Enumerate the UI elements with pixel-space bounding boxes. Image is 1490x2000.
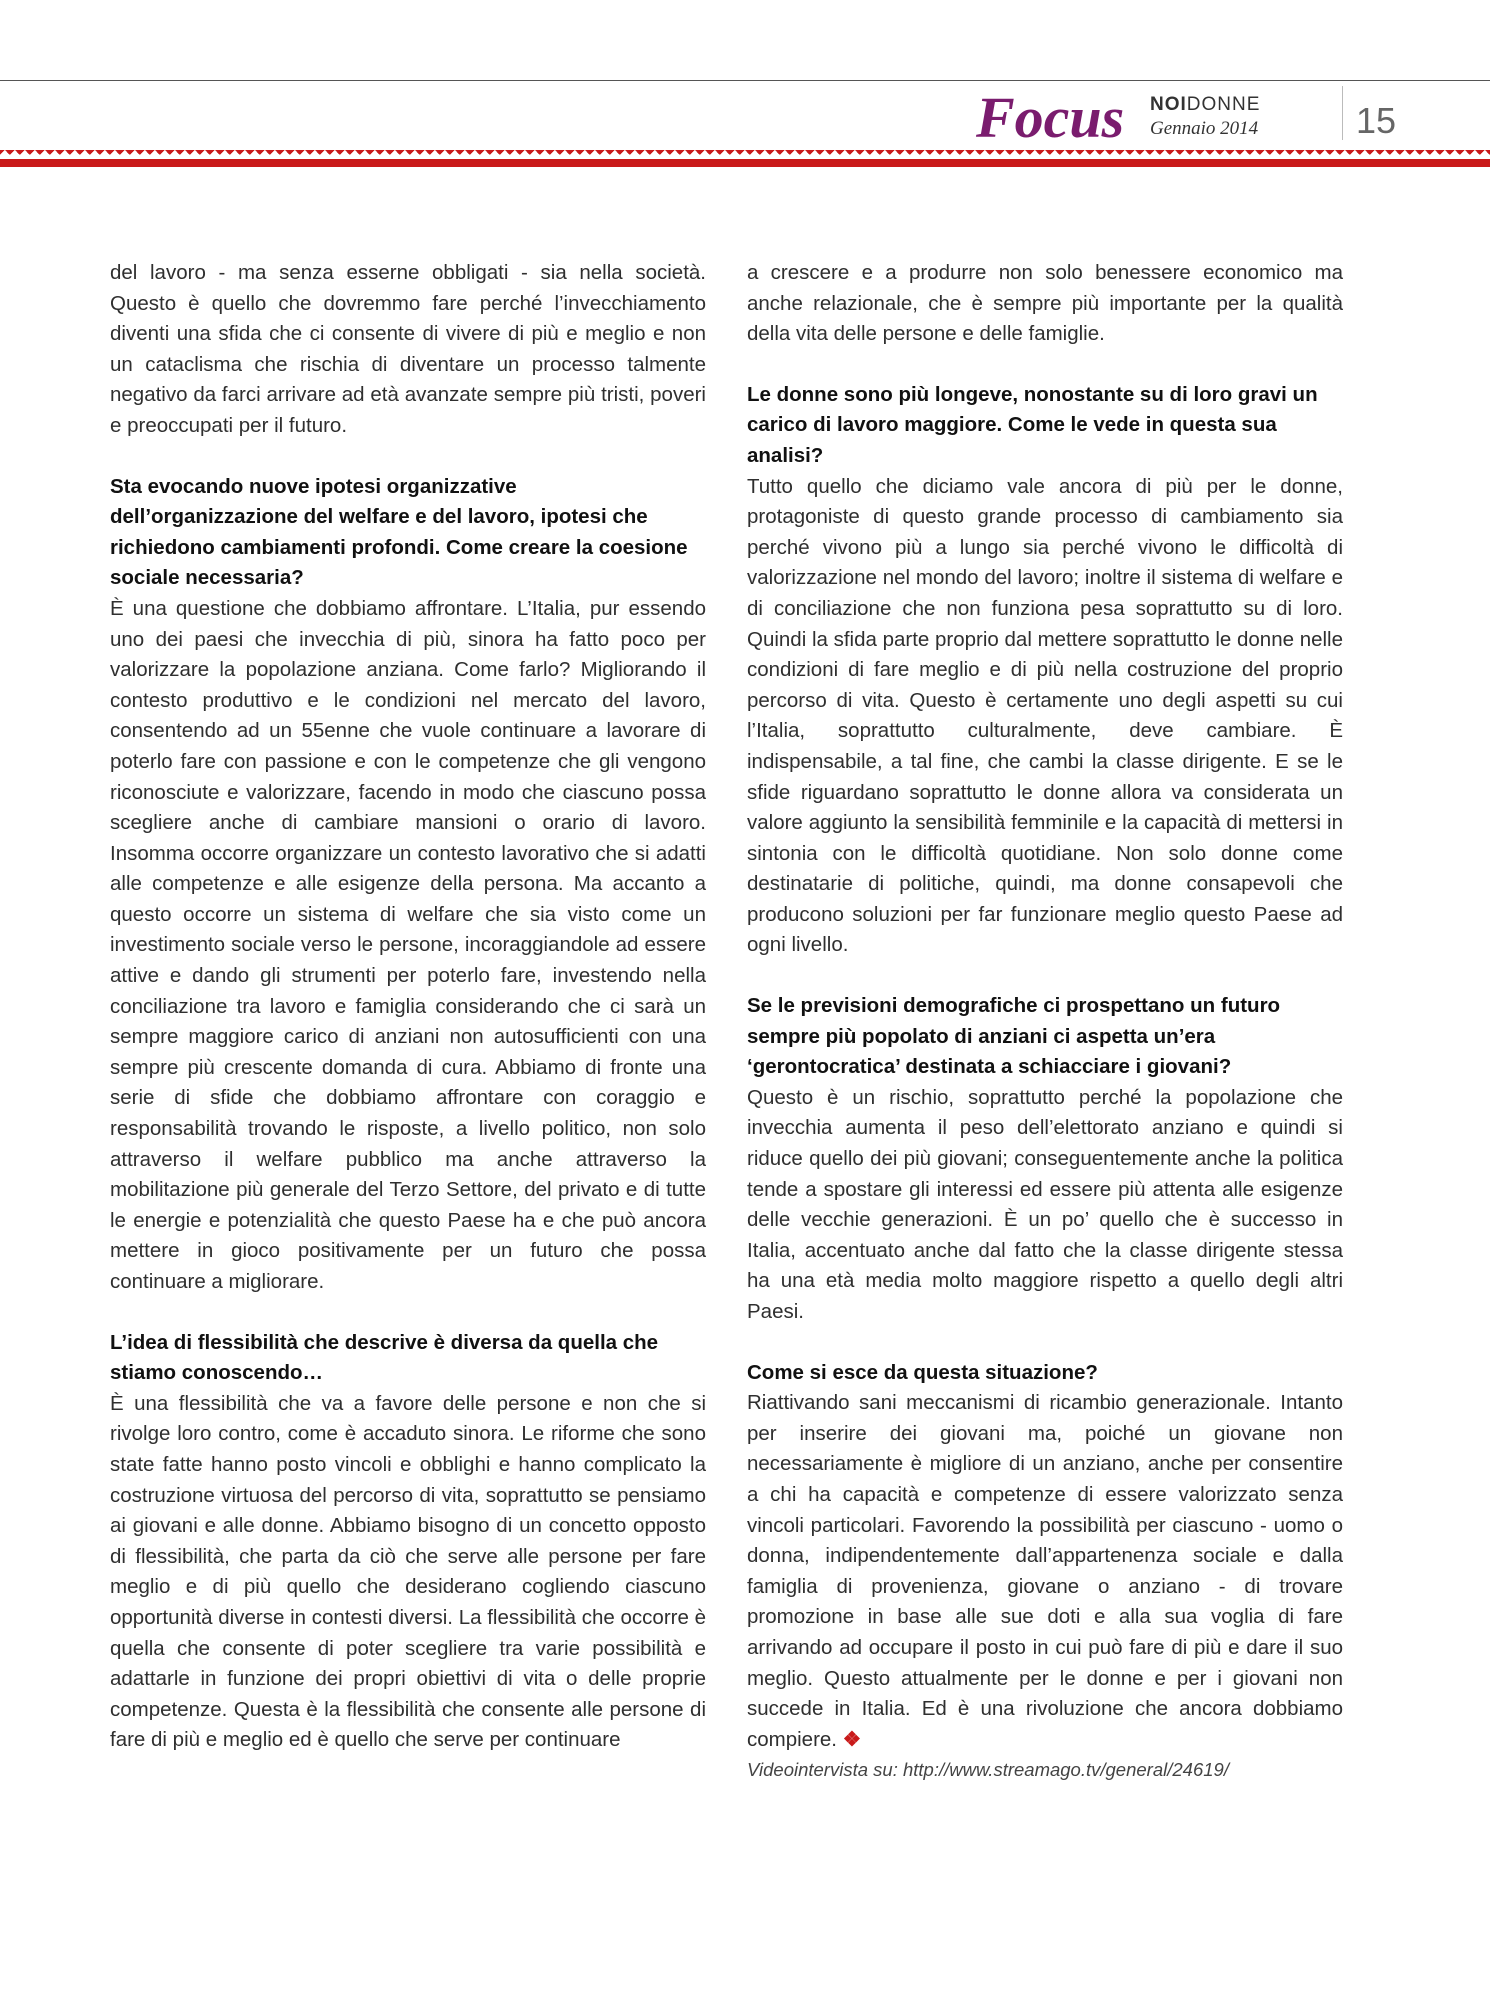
question-heading: L’idea di flessibilità che descrive è diversa da quella che stiamo conoscendo…	[110, 1330, 659, 1385]
question-heading: Se le previsioni demografiche ci prospettano un futuro sempre più popolato di anziani ci aspetta un’era ‘gerontocratica’ destinata a schiacciare i giovani?	[747, 994, 1281, 1079]
top-rule	[0, 80, 1490, 81]
header-red-band	[0, 150, 1490, 168]
answer-paragraph: È una questione che dobbiamo affrontare. L’Italia, pur essendo uno dei paesi che invecchia di più, sinora ha fatto poco per valorizzare la popolazione anziana. Come farlo? Migliorando il contesto produttivo e le condizioni nel mercato del lavoro, consentendo ad un 55enne che vuole continuare a lavorare di poterlo fare con passione e con le competenze che gli vengono riconosciute e valorizzare, facendo in modo che ciascuno possa scegliere anche di cambiare mansioni o orario di lavoro. Insomma occorre organizzare un contesto lavorativo che si adatti alle competenze e alle esigenze della persona. Ma accanto a questo occorre un sistema di welfare che sia visto come un investimento sociale verso le persone, incoraggiandole ad essere attive e dando gli strumenti per poterlo fare, investendo nella conciliazione tra lavoro e famiglia considerando che ci sarà un sempre maggiore carico di anziani non autosufficienti con una sempre più crescente domanda di cura. Abbiamo di fronte una serie di sfide che dobbiamo affrontare con coraggio e responsabilità trovando le risposte, a livello politico, non solo attraverso il welfare pubblico ma anche attraverso la mobilitazione più generale del Terzo Settore, del privato e di tutte le energie e potenzialità che questo Paese ha e che può ancora mettere in gioco positivamente per un futuro che possa continuare a migliorare.	[110, 596, 706, 1293]
left-intro-paragraph: del lavoro - ma senza esserne obbligati - sia nella società. Questo è quello che dovremmo fare perché l’invecchiamento diventi una sfida che ci consente di vivere di più e meglio e non un cataclisma che rischia di diventare un processo talmente negativo da farci arrivare ad età avanzate sempre più tristi, poveri e preoccupati per il futuro.	[110, 261, 706, 437]
header-divider	[1342, 86, 1343, 140]
issue-date: Gennaio 2014	[1150, 118, 1259, 139]
answer-paragraph	[747, 1388, 1343, 1755]
answer-paragraph: È una flessibilità che va a favore delle persone e non che si rivolge loro contro, come è accaduto sinora. Le riforme che sono state fatte hanno posto vincoli e obblighi e hanno complicato la costruzione virtuosa del percorso di vita, soprattutto se pensiamo ai giovani e alle donne. Abbiamo bisogno di un concetto opposto di flessibilità, che parta da ciò che serve alle persone per fare meglio e di più quello che desiderano cogliendo ciascuno opportunità diverse in contesti diversi. La flessibilità che occorre è quella che consente di poter scegliere tra varie possibilità e adattarle in funzione dei propri obiettivi di vita o delle proprie competenze. Questa è la flessibilità che consente alle persone di fare di più e meglio ed è quello che serve per continuare	[110, 1391, 706, 1752]
video-credit: Videointervista su: http://www.streamago.tv/general/24619/	[747, 1759, 1229, 1781]
question-heading: Come si esce da questa situazione?	[747, 1360, 1098, 1384]
right-column	[747, 258, 1343, 1786]
page-header	[0, 85, 1490, 150]
magazine-name-bold: NOI	[1150, 94, 1187, 115]
question-heading: Sta evocando nuove ipotesi organizzative dell’organizzazione del welfare e del lavoro, ipotesi che richiedono cambiamenti profondi. Come creare la coesione sociale necessaria?	[110, 474, 688, 590]
answer-paragraph: Questo è un rischio, soprattutto perché la popolazione che invecchia aumenta il peso dell’elettorato anziano e quindi si riduce quello dei più giovani; conseguentemente anche la politica tende a spostare gli interessi ed essere più attenta alle esigenze delle vecchie generazioni. È un po’ quello che è successo in Italia, accentuato anche dal fatto che la classe dirigente stessa ha una età media molto maggiore rispetto a quello degli altri Paesi.	[747, 1085, 1343, 1323]
page-number: 15	[1356, 100, 1397, 141]
end-mark-icon: ❖	[842, 1727, 862, 1751]
final-answer-text: Riattivando sani meccanismi di ricambio generazionale. Intanto per inserire dei giovani ma, poiché un giovane non necessariamente è migliore di un anziano, anche per consentire a chi ha capacità e competenze di essere valorizzato senza vincoli particolari. Favorendo la possibilità per ciascuno - uomo o donna, indipendentemente dall’appartenenza sociale e dalla famiglia di provenienza, giovane o anziano - di trovare promozione in base alle sue doti e alla sua voglia di fare arrivando ad occupare il posto in cui può fare di più e dare il suo meglio. Questo attualmente per le donne e per i giovani non succede in Italia. Ed è una rivoluzione che ancora dobbiamo compiere.	[747, 1391, 1343, 1751]
right-intro-paragraph: a crescere e a produrre non solo benessere economico ma anche relazionale, che è sempre più importante per la qualità della vita delle persone e delle famiglie.	[747, 261, 1343, 346]
red-bar	[0, 159, 1490, 167]
answer-paragraph: Tutto quello che diciamo vale ancora di più per le donne, protagoniste di questo grande processo di cambiamento sia perché vivono più a lungo sia perché vivono le difficoltà di valorizzazione nel mondo del lavoro; inoltre il sistema di welfare e di conciliazione che non funziona pesa soprattutto su di loro. Quindi la sfida parte proprio dal mettere soprattutto le donne nelle condizioni di fare meglio e di più nella costruzione del proprio percorso di vita. Questo è certamente uno degli aspetti su cui l’Italia, soprattutto culturalmente, deve cambiare. È indispensabile, a tal fine, che cambi la classe dirigente. E se le sfide riguardano soprattutto le donne allora va considerata un valore aggiunto la sensibilità femminile e la capacità di mettersi in sintonia con le difficoltà quotidiane. Non solo donne come destinatarie di politiche, quindi, ma donne consapevoli che producono soluzioni per far funzionare meglio questo Paese ad ogni livello.	[747, 474, 1344, 957]
magazine-name-rest: DONNE	[1186, 94, 1261, 115]
left-column	[110, 258, 706, 1756]
section-title: Focus	[976, 85, 1125, 150]
magazine-name	[1150, 94, 1260, 116]
question-heading: Le donne sono più longeve, nonostante su di loro gravi un carico di lavoro maggiore. Come le vede in questa sua analisi?	[747, 382, 1318, 467]
